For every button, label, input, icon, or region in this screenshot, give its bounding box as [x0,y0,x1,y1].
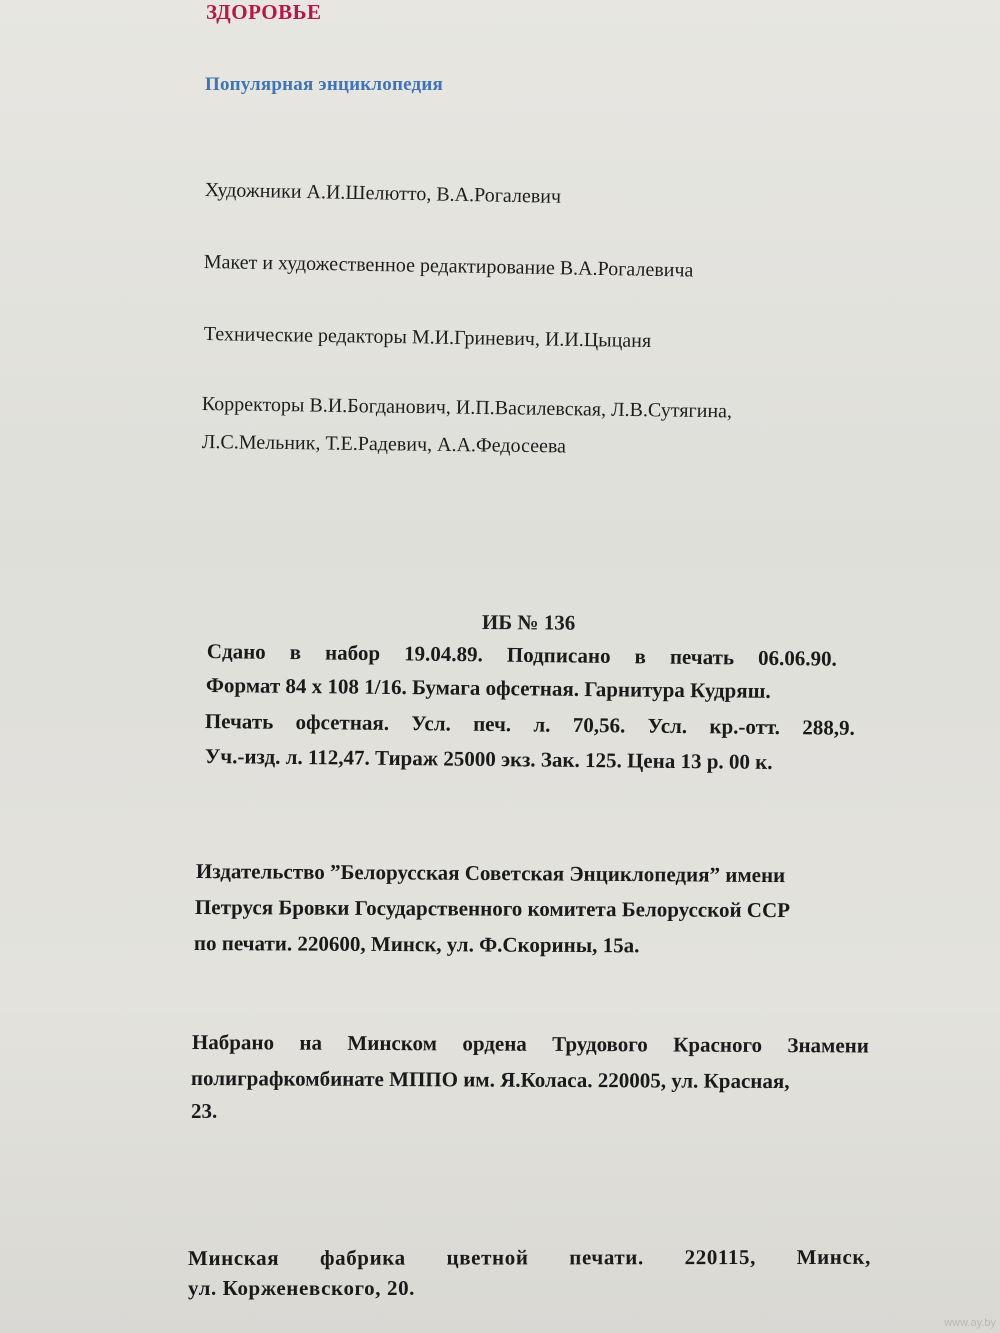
typesetting-line-2: полиграфкомбинате МППО им. Я.Коласа. 220005, ул. Красная, [190,1066,790,1094]
imprint-word: Подписано [506,642,611,668]
imprint-word: Печать [204,709,274,734]
imprint-word: кр.-отт. [709,714,781,740]
book-subtitle: Популярная энциклопедия [205,74,443,95]
imprint-word: печать [669,644,735,670]
typesetting-word: Трудового [552,1031,648,1057]
typesetting-word: на [299,1030,323,1055]
imprint-line-4: Уч.-изд. л. 112,47. Тираж 25000 экз. Зак. 125. Цена 13 р. 00 к. [204,744,773,774]
imprint-word: набор [324,640,381,666]
printer-word: цветной [446,1245,529,1270]
imprint-line-3 [205,711,855,739]
typesetting-word: Красного [673,1032,763,1057]
imprint-word: печ. [473,711,512,737]
publisher-line-2: Петруся Бровки Государственного комитета Белорусской ССР [194,895,791,923]
printer-word: фабрика [319,1245,406,1270]
imprint-word: Усл. [647,713,688,739]
typesetting-word: Набрано [191,1030,275,1055]
imprint-word: офсетная. [295,709,390,735]
imprint-word: Усл. [411,711,451,736]
layout-credit: Макет и художественное редактирование В.А.Рогалевича [203,251,694,282]
printer-word: печати. [569,1245,644,1270]
imprint-word: 06.06.90. [757,645,837,671]
printer-word: Минская [187,1245,280,1270]
imprint-word: 70,56. [572,712,626,738]
typesetting-word: Знамени [787,1033,869,1058]
proofreaders-credit-line-1: Корректоры В.И.Богданович, И.П.Василевская, Л.В.Сутягина, [201,393,733,423]
publisher-line-1: Издательство ”Белорусская Советская Энциклопедия” имени [195,859,786,888]
typesetting-line-1 [192,1032,869,1057]
imprint-word: в [634,644,647,669]
imprint-line-2: Формат 84 x 108 1/16. Бумага офсетная. Гарнитура Кудряш. [205,673,771,703]
imprint-word: 19.04.89. [403,641,484,667]
artists-credit: Художники А.И.Шелютто, В.А.Рогалевич [204,179,562,208]
imprint-word: Сдано [206,639,266,664]
tech-editors-credit: Технические редакторы М.И.Гриневич, И.И.Цыцаня [203,323,652,353]
imprint-line-1 [207,641,837,670]
publisher-line-3: по печати. 220600, Минск, ул. Ф.Скорины, 15а. [193,931,640,958]
imprint-word: 288,9. [802,715,855,740]
typesetting-word: ордена [462,1031,527,1056]
imprint-word: в [289,640,302,665]
book-title: ЗДОРОВЬЕ [206,0,322,24]
printer-word: Минск, [796,1244,871,1269]
printer-line-2: ул. Корженевского, 20. [188,1276,416,1300]
proofreaders-credit-line-2: Л.С.Мельник, Т.Е.Радевич, А.А.Федосеева [201,431,567,458]
typesetting-line-3: 23. [191,1099,218,1123]
typesetting-word: Минском [347,1030,438,1056]
ib-number: ИБ № 136 [481,610,576,635]
imprint-word: л. [533,712,551,737]
printer-word: 220115, [684,1245,756,1270]
printer-line-1 [187,1244,871,1270]
site-watermark: www.ay.by [944,1317,996,1329]
